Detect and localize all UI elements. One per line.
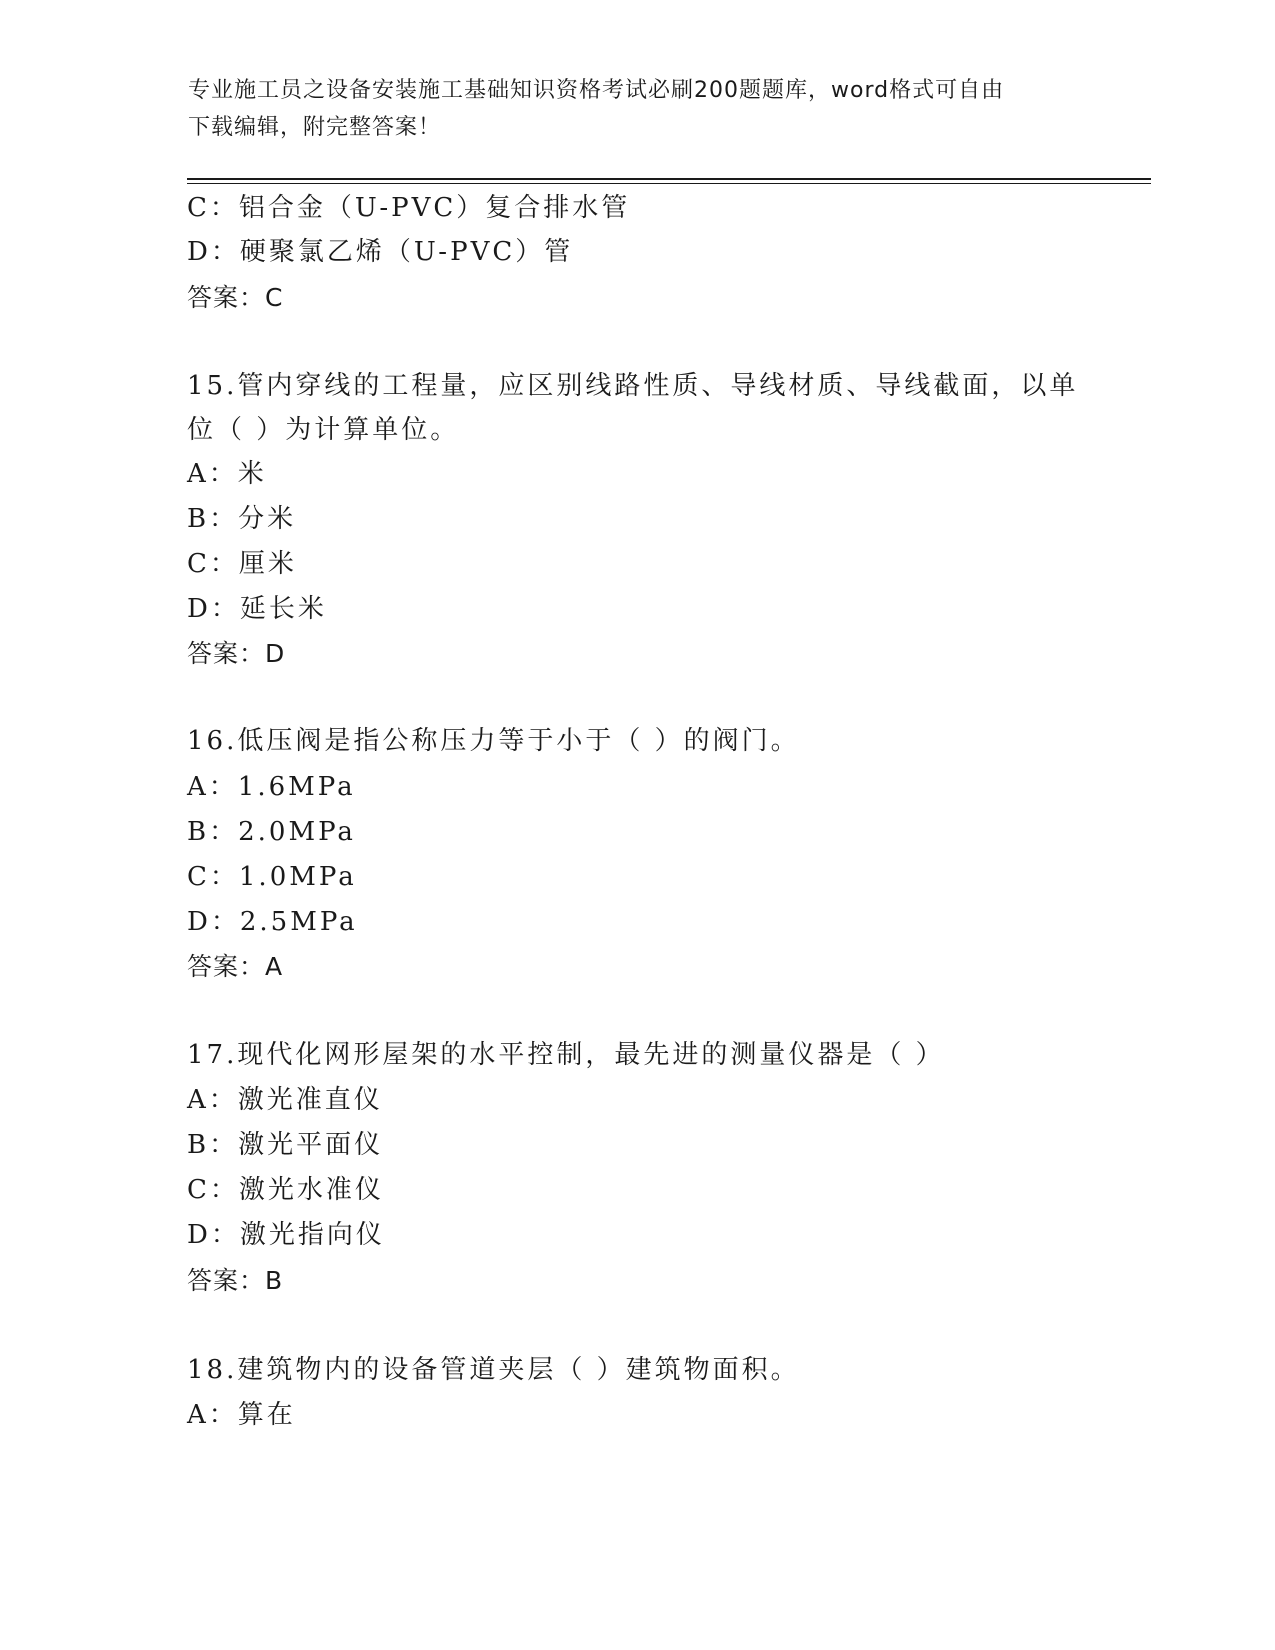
document-header: [188, 72, 1088, 146]
q15-option-d: D：延长米: [187, 594, 327, 624]
q16-option-a: A：1.6MPa: [187, 772, 356, 802]
q16-stem: 16.低压阀是指公称压力等于小于（ ）的阀门。: [187, 726, 800, 756]
q16-option-d: D：2.5MPa: [187, 907, 358, 937]
q15-option-c: C：厘米: [187, 549, 297, 579]
q14-answer: 答案：C: [187, 283, 284, 312]
q18-option-a: A：算在: [187, 1400, 296, 1430]
q17-option-a: A：激光准直仪: [187, 1085, 383, 1115]
q18-stem: 18.建筑物内的设备管道夹层（ ）建筑物面积。: [187, 1355, 800, 1385]
q17-option-c: C：激光水准仪: [187, 1175, 384, 1205]
header-divider-thick: [187, 178, 1151, 180]
q16-answer: 答案：A: [187, 952, 284, 981]
q16-option-c: C：1.0MPa: [187, 862, 357, 892]
q15-stem-line-2: 位（ ）为计算单位。: [187, 415, 460, 445]
q14-option-c: C：铝合金（U-PVC）复合排水管: [187, 193, 631, 223]
q17-option-b: B：激光平面仪: [187, 1130, 384, 1160]
q15-answer: 答案：D: [187, 639, 286, 668]
header-divider-thin: [187, 183, 1151, 184]
header-line-2: 下载编辑，附完整答案！: [188, 115, 442, 140]
q17-option-d: D：激光指向仪: [187, 1220, 385, 1250]
q14-option-d: D：硬聚氯乙烯（U-PVC）管: [187, 237, 574, 267]
q15-option-a: A：米: [187, 459, 267, 489]
q17-answer: 答案：B: [187, 1266, 284, 1295]
q15-option-b: B：分米: [187, 504, 297, 534]
q15-stem-line-1: 15.管内穿线的工程量，应区别线路性质、导线材质、导线截面，以单: [187, 371, 1079, 401]
header-line-1: 专业施工员之设备安装施工基础知识资格考试必刷200题题库，word格式可自由: [188, 78, 1005, 103]
q16-option-b: B：2.0MPa: [187, 817, 356, 847]
q17-stem: 17.现代化网形屋架的水平控制，最先进的测量仪器是（ ）: [187, 1040, 945, 1070]
